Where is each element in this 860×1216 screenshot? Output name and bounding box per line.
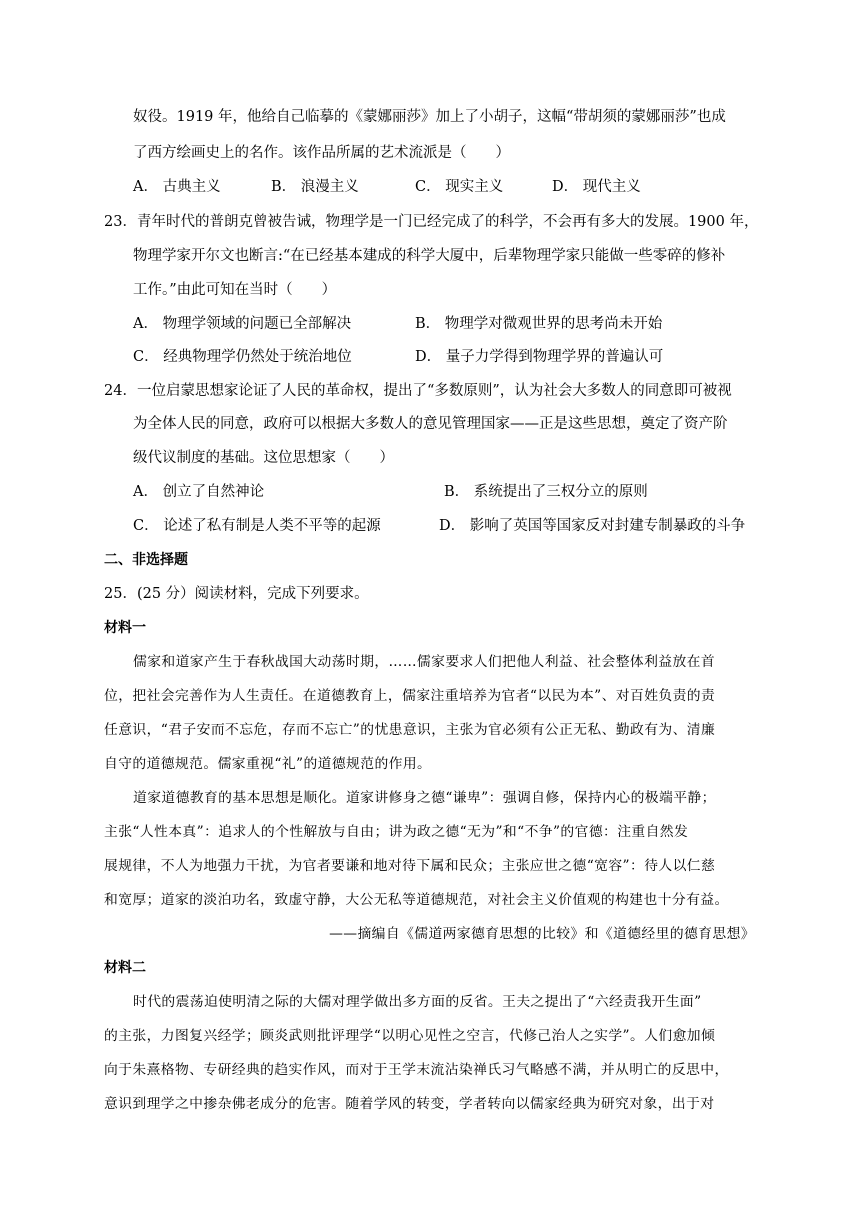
q23-options-row1 (133, 314, 753, 334)
material-one-line: 位，把社会完善作为人生责任。在道德教育上，儒家注重培养为官者“以民为本”、对百姓负责的责 (104, 688, 716, 704)
material-one-line: 展规律，不人为地强力干扰，为官者要谦和地对待下属和民众；主张应世之德“宽容”：待人以仁慈 (104, 858, 716, 874)
material-one-source: ——摘编自《儒道两家德育思想的比较》和《道德经里的德育思想》 (329, 926, 755, 942)
q22-option-d: D． 现代主义 (552, 179, 641, 195)
q22-options (133, 177, 753, 197)
q23-stem-line: 23．青年时代的普朗克曾被告诫，物理学是一门已经完成了的科学，不会再有多大的发展。1900 年， (104, 214, 759, 230)
q24-option-a: A． 创立了自然神论 (133, 484, 265, 500)
q22-option-b: B． 浪漫主义 (271, 179, 359, 195)
q22-option-a: A． 古典主义 (133, 179, 221, 195)
q24-options-row2 (133, 516, 773, 536)
q24-option-c: C． 论述了私有制是人类不平等的起源 (133, 518, 381, 534)
q24-stem-line: 为全体人民的同意，政府可以根据大多数人的意见管理国家——正是这些思想，奠定了资产阶 (133, 416, 728, 432)
material-two-line: 向于朱熹格物、专研经典的趋实作风，而对于王学末流沾染禅氏习气略感不满，并从明亡的反思中， (104, 1062, 729, 1078)
material-one-line: 任意识，“君子安而不忘危，存而不忘亡”的忧患意识，主张为官必须有公正无私、勤政有为、清廉 (104, 722, 716, 738)
q23-option-c: C． 经典物理学仍然处于统治地位 (133, 349, 352, 365)
q24-stem-line: 级代议制度的基础。这位思想家（ ） (133, 450, 394, 466)
material-two-line: 的主张，力图复兴经学；顾炎武则批评理学“以明心见性之空言，代修己治人之实学”。人们愈加倾 (104, 1028, 716, 1044)
q23-option-b: B． 物理学对微观世界的思考尚未开始 (415, 316, 663, 332)
material-one-line: 主张“人性本真”：追求人的个性解放与自由；讲为政之德“无为”和“不争”的官德：注重自然发 (104, 824, 689, 840)
material-two-line: 时代的震荡迫使明清之际的大儒对理学做出多方面的反省。王夫之提出了“六经责我开生面” (133, 994, 702, 1010)
q22-text-line: 了西方绘画史上的名作。该作品所属的艺术流派是（ ） (133, 145, 510, 161)
q24-stem-line: 24．一位启蒙思想家论证了人民的革命权，提出了“多数原则”，认为社会大多数人的同意即可被视 (104, 383, 732, 399)
q24-options-row1 (133, 482, 773, 502)
material-one-line: 和宽厚；道家的淡泊功名，致虚守静，大公无私等道德规范，对社会主义价值观的构建也十分有益。 (104, 892, 729, 908)
q23-option-a: A． 物理学领域的问题已全部解决 (133, 316, 352, 332)
material-two-line: 意识到理学之中掺杂佛老成分的危害。随着学风的转变，学者转向以儒家经典为研究对象，出于对 (104, 1096, 715, 1112)
q23-option-d: D． 量子力学得到物理学界的普遍认可 (415, 349, 664, 365)
material-one-title: 材料一 (104, 620, 146, 636)
material-one-line: 自守的道德规范。儒家重视“礼”的道德规范的作用。 (104, 756, 432, 772)
material-one-line: 道家道德教育的基本思想是顺化。道家讲修身之德“谦卑”：强调自修，保持内心的极端平静； (133, 790, 716, 806)
q22-option-c: C． 现实主义 (415, 179, 504, 195)
q22-text-line: 奴役。1919 年，他给自己临摹的《蒙娜丽莎》加上了小胡子，这幅“带胡须的蒙娜丽莎”也成 (133, 109, 726, 125)
q24-option-b: B． 系统提出了三权分立的原则 (444, 484, 648, 500)
material-one-line: 儒家和道家产生于春秋战国大动荡时期，……儒家要求人们把他人利益、社会整体利益放在首 (133, 654, 716, 670)
q23-stem-line: 物理学家开尔文也断言:“在已经基本建成的科学大厦中，后辈物理学家只能做一些零碎的修补 (133, 248, 726, 264)
q23-stem-line: 工作。”由此可知在当时（ ） (133, 282, 337, 298)
q25-intro: 25．(25 分）阅读材料，完成下列要求。 (104, 586, 369, 602)
material-two-title: 材料二 (104, 960, 146, 976)
q24-option-d: D． 影响了英国等国家反对封建专制暴政的斗争 (439, 518, 746, 534)
section-heading: 二、非选择题 (104, 552, 188, 568)
q23-options-row2 (133, 347, 753, 367)
